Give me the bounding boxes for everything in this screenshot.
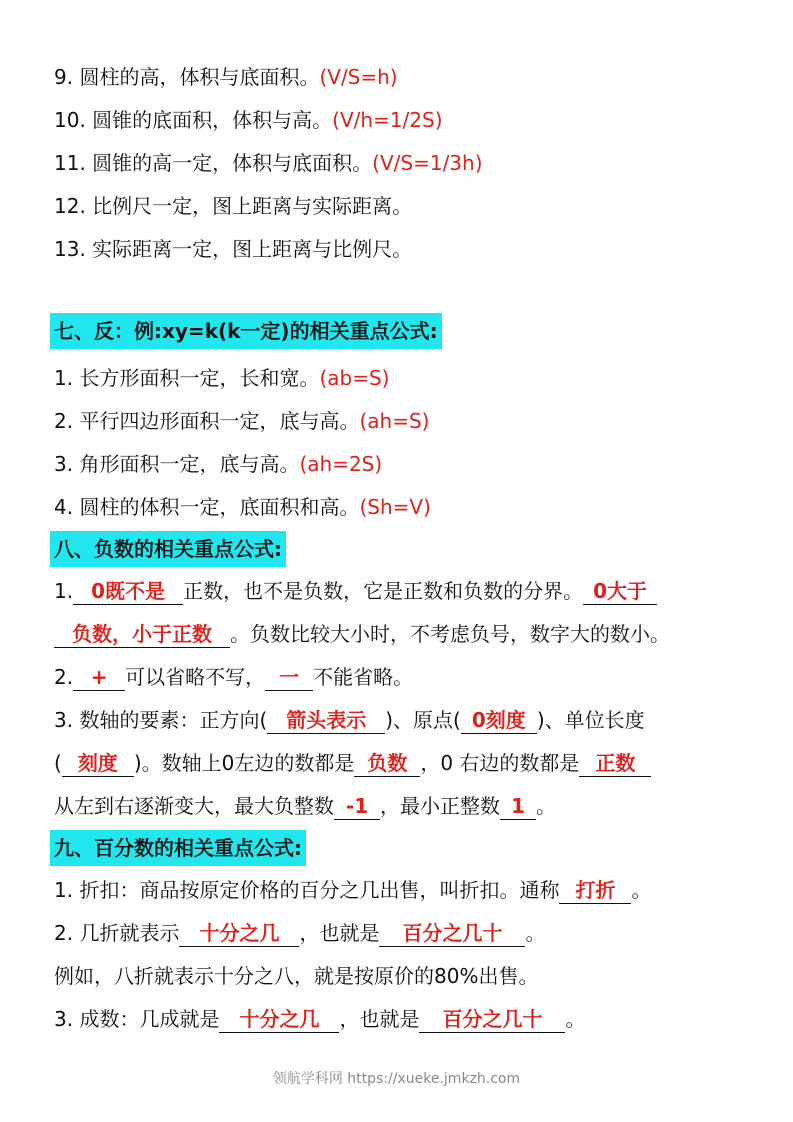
fill-blank: 0刻度 xyxy=(461,707,537,734)
item-text: 可以省略不写， xyxy=(125,665,266,689)
item-text: 2. 几折就表示 xyxy=(54,921,180,945)
fill-blank: 正数 xyxy=(579,750,651,777)
section-heading-7: 七、反：例:xy=k(k一定)的相关重点公式: xyxy=(50,313,442,349)
list-item xyxy=(54,450,382,478)
list-item xyxy=(54,706,645,734)
item-text: 11. 圆锥的高一定，体积与底面积。 xyxy=(54,151,373,175)
section-heading-9: 九、百分数的相关重点公式: xyxy=(50,830,306,866)
item-text: )、原点( xyxy=(385,708,461,732)
item-text: 。 xyxy=(536,794,556,818)
list-item xyxy=(54,663,413,691)
item-text: 4. 圆柱的体积一定，底面积和高。 xyxy=(54,495,360,519)
item-text: )。数轴上0左边的数都是 xyxy=(133,751,355,775)
fill-blank: 一 xyxy=(265,664,313,691)
item-text: 2. 平行四边形面积一定，底与高。 xyxy=(54,409,360,433)
item-text: 10. 圆锥的底面积，体积与高。 xyxy=(54,108,333,132)
list-item-continued xyxy=(54,620,670,648)
list-item xyxy=(54,493,431,521)
item-answer: (V/S=1/3h) xyxy=(372,151,483,175)
item-text: 3. 成数：几成就是 xyxy=(54,1007,220,1031)
list-item xyxy=(54,577,657,605)
list-item-continued xyxy=(54,792,556,820)
item-answer: (V/h=1/2S) xyxy=(332,108,443,132)
fill-blank: 箭头表示 xyxy=(267,707,385,734)
item-answer: (ah=2S) xyxy=(299,452,383,476)
item-text: 从左到右逐渐变大，最大负整数 xyxy=(54,794,334,818)
fill-blank: 0既不是 xyxy=(73,578,183,605)
fill-blank: 十分之几 xyxy=(219,1006,339,1033)
list-item xyxy=(54,63,398,91)
item-text: 9. 圆柱的高，体积与底面积。 xyxy=(54,65,320,89)
item-text: ，0 右边的数都是 xyxy=(420,751,580,775)
item-text: 1. 长方形面积一定，长和宽。 xyxy=(54,366,320,390)
section-heading-8: 八、负数的相关重点公式: xyxy=(50,531,286,567)
list-item xyxy=(54,149,483,177)
fill-blank: 0大于 xyxy=(583,578,657,605)
list-item xyxy=(54,192,412,220)
fill-blank: 刻度 xyxy=(62,750,134,777)
item-text: 13. 实际距离一定，图上距离与比例尺。 xyxy=(54,237,413,261)
item-text: ，也就是 xyxy=(339,1007,420,1031)
list-item xyxy=(54,106,443,134)
item-text: 。 xyxy=(525,921,546,945)
list-item-continued xyxy=(54,749,651,777)
fill-blank: + xyxy=(73,664,125,691)
list-item xyxy=(54,235,412,263)
item-number: 2. xyxy=(54,665,74,689)
item-text: 正数，也不是负数，它是正数和负数的分界。 xyxy=(183,579,584,603)
list-item xyxy=(54,364,389,392)
item-text: 不能省略。 xyxy=(313,665,414,689)
item-text: 12. 比例尺一定，图上距离与实际距离。 xyxy=(54,194,413,218)
fill-blank: 百分之几十 xyxy=(419,1006,565,1033)
item-number: 1. xyxy=(54,579,74,603)
list-item xyxy=(54,876,651,904)
item-text: )、单位长度 xyxy=(536,708,645,732)
fill-blank: 十分之几 xyxy=(179,920,299,947)
item-text: 1. 折扣：商品按原定价格的百分之几出售，叫折扣。通称 xyxy=(54,878,560,902)
list-item xyxy=(54,1005,585,1033)
fill-blank: 负数 xyxy=(354,750,420,777)
item-text: 3. 数轴的要素：正方向( xyxy=(54,708,268,732)
fill-blank: -1 xyxy=(334,793,380,820)
item-text: ( xyxy=(54,751,62,775)
fill-blank: 打折 xyxy=(559,877,631,904)
item-answer: (ah=S) xyxy=(359,409,430,433)
list-item: 例如，八折就表示十分之八，就是按原价的80%出售。 xyxy=(54,964,539,988)
item-answer: (Sh=V) xyxy=(359,495,431,519)
item-answer: (V/S=h) xyxy=(319,65,398,89)
item-text: ，最小正整数 xyxy=(380,794,500,818)
item-text: ，也就是 xyxy=(299,921,380,945)
fill-blank: 1 xyxy=(500,793,536,820)
list-item xyxy=(54,407,429,435)
item-text: 。负数比较大小时，不考虑负号，数字大的数小。 xyxy=(230,622,670,646)
item-text: 。 xyxy=(565,1007,586,1031)
list-item xyxy=(54,919,545,947)
item-text: 。 xyxy=(631,878,652,902)
item-answer: (ab=S) xyxy=(319,366,390,390)
fill-blank: 百分之几十 xyxy=(379,920,525,947)
fill-blank: 负数，小于正数 xyxy=(54,621,230,648)
item-text: 3. 角形面积一定，底与高。 xyxy=(54,452,300,476)
footer-watermark: 领航学科网 https://xueke.jmkzh.com xyxy=(272,1071,521,1087)
